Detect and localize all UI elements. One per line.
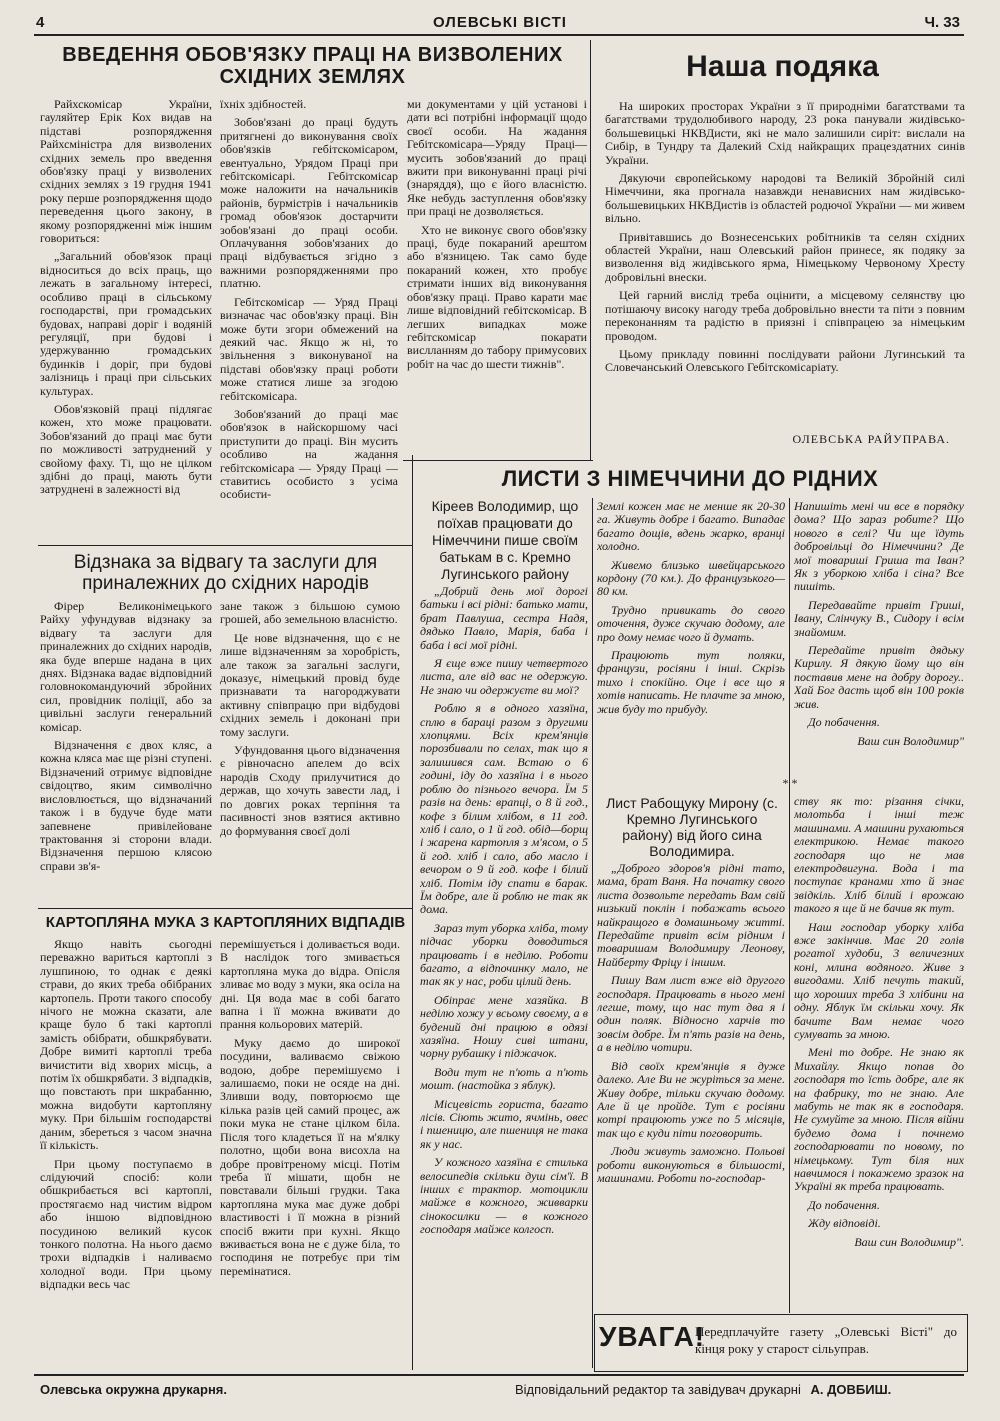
paragraph: Гебітскомісар — Уряд Праці визначає час обов'язку праці. Він може бути згори обмежений на деякий час. Якщо ж ні, то звільнення з виконуваної на підставі обов'язку праці роботи може статися лише за згодою гебітскомісара. [220,294,398,403]
paragraph: Ваш син Володимир". [854,1234,964,1249]
labor-col-1 [40,98,212,543]
labor-title-line1: ВВЕДЕННЯ ОБОВ'ЯЗКУ ПРАЦІ НА ВИЗВОЛЕНИХ [62,44,563,66]
labor-title-line2: СХІДНИХ ЗЕМЛЯХ [219,66,406,88]
award-title-line1: Відзнака за відвагу та заслуги для [73,552,378,573]
paragraph: Муку даємо до широкої посудини, валиваємо свіжою водою, добре перемішуємо і залишаємо, поки не осяде на дні. Зливши воду, повторюємо ще кілька разів цей самий процес, аж поки мука не стане цілком біла. Після того кладеться її на м'ялку полотно, щоби вона висохла на добре провітреному місці. Потім треба її мішати, щобн не повставали більші грудки. Така картопляна мука має дуже добрі властивості і її можна в різний спосіб вжити при кухні. Якщо вживається вона не є дуже біла, то господиня не потребує при тім перемінатися. [220,1035,400,1278]
paragraph: Мені то добре. Не знаю як Михайлу. Якщо попав до господаря то їсть добре, але як на фабрику, то не знаю. Але мабуть не так як в господаря. Не сумуйте за мною. Після війни будемо дома і почнемо господарювати по новому, по німецькому. Тут біля них навчимося і покажемо зразок на Україні як треба працювать. [794,1045,964,1194]
notice-title: УВАГА! [599,1321,706,1352]
paragraph: Води тут не п'ють а п'ють мошт. (настойка з яблук). [420,1064,588,1093]
paragraph: Зобов'язаний до праці має обов'язок в найскоршому часі приступити до праці. Він мусить особливо на жадання гебітскомісара — Уряду Праці — ставитись особисто з усіма особисти- [220,406,398,502]
paragraph: Люди живуть заможно. Польові роботи виконуються в більшості, машинами. Роботи по-господар- [597,1144,785,1185]
flour-col-2 [220,938,400,1368]
letters-article-title: ЛИСТИ З НІМЕЧЧИНИ ДО РІДНИХ [501,466,879,491]
letter2-col-3 [794,795,964,1310]
letter1-col-1 [420,585,588,1365]
paragraph: У кожного хазяїна є стилька велосипедів скільки душ сім'ї. В інших є трактор. мотоцикли майже в кожного, живварки сінокосилки — в кожного господаря майже колгосп. [420,1155,588,1237]
editor-name: А. ДОВБИШ. [810,1382,892,1397]
paragraph: Якщо навіть сьогодні переважно вариться картоплі з лушпиною, то однак є деякі страви, до яких треба обібраних картопель. Проти такого способу нічого не можна сказати, але краще було б такі картоплі замість обібрати, обшкрябувати. Добре вимиті картоплі треба вичистити від хворих місць, а потім їх обшкрябати. З відпадків, що повстають при шкрабанню, можна видобути картопляну муку. При більшім господарстві даним, збереться з часом значна її кількість. [40,938,212,1153]
paragraph: Працюють тут поляки, французи, росіяни і інші. Скрізь тихо і спокійно. Оце і все що я хотів написать. Не плачте за мною, жив буду то прибуду. [597,648,785,716]
column-divider [592,498,593,1368]
flour-col-1 [40,938,212,1368]
thanks-article-title: Наша подяка [686,50,879,83]
letters-separator: * * [782,776,798,790]
paragraph: Обов'язковій праці підлягає кожен, хто може працювати. Зобов'язаний до праці має бути по можливості затруднений у свойому фаху. Ті, що не цілком здібні до праці, мають бути затруднені в залежності від [40,401,212,497]
labor-col-3 [407,98,587,458]
paragraph: Місцевість гориста, багато лісів. Сіють жито, ячмінь, овес і пшеницю, але пшениця не така як у нас. [420,1096,588,1151]
issue-number: Ч. 33 [924,14,960,31]
award-article-title [38,552,413,594]
letter2-col-2 [597,862,785,1310]
paragraph: Передайте привіт дядьку Кирилу. Я дякую йому що він поставив мене на добру дорогу.. Хай Бог дасть щоб він 100 років жив. [794,643,964,711]
paragraph: Наш господар уборку хліба вже закінчив. Має 20 голів рогатої худоби, 3 величезних коні, млина водяного. Живе з вигодами. Хліб печуть такий, що хороших треба 3 хлібини на одну. Яблук їм скільки хочу. Як бачите Вам немає чого сумувать за мною. [794,919,964,1041]
award-title-line2: приналежних до східних народів [82,573,369,594]
paragraph: Дякуючи європейському народові та Великій Збройній силі Німеччини, яка прогнала назавжди ненависних нам жидівсько-большевицьких НКВДистів із областей родючої України — ми живем вільно. [605,171,965,226]
rule [38,545,413,546]
rule [403,460,593,461]
header-rule [34,34,964,36]
column-divider [412,455,413,1370]
labor-article-title [40,44,585,88]
column-divider [590,40,591,460]
paragraph: Фірер Великонімецького Райху уфундував відзнаку за відвагу та заслуги для приналежних до східних народів, яка буде вперше надана в цих днях. Відзнака вадає відповідний головнокомандуючий збройних сил, провідник поліції, або за цивільні заслуги генеральний комісар. [40,600,212,734]
thanks-article-body [605,100,965,420]
paragraph: Зобов'язані до праці будуть притягнені до виконування своїх обов'язків гебітскомісаром, евентуально, Урядом Праці при гебітскомісарі. Гебітскомісар може наложити на начальників районів, бурмістрів і начальників громад обов'язок достарчити зобов'язані до праці особи. Оплачування зобов'язаних до праці відбувається згідно з важними розпорядженнями про платню. [220,115,398,291]
paragraph: Трудно привикать до свого оточення, дуже скучаю додому, але про дому немає чого й думать. [597,602,785,644]
paragraph: Це нове відзначення, що є не лише відзначенням за хоробрість, але також за загальні заслуги, доказує, німецький провід буде признавати та нагороджувати активну співпрацю при відбудові східних земель і доконані при тому заслуги. [220,630,400,739]
newspaper-name: ОЛЕВСЬКІ ВІСТІ [433,14,567,31]
letter1-col-3 [794,500,964,775]
paragraph: їхніх здібностей. [220,98,307,111]
paragraph: перемішується і доливається води. В наслідок того змивається картопляна мука до відра. Опісля зливає мо воду з муки, яка осіла на дні. Ця вода має в собі багато вапна і її можна вживати до прання кольорових матерій. [220,938,400,1032]
paragraph: При цьому поступаємо в слідуючий спосіб: коли обшкрибається всі картоплі, простягаємо над чистим відром або іншою відповідною посудиною великий кусок тонкого полотна. На нього даємо трохи відпадків і наливаємо холодної води. При цьому відпадки весь час [40,1156,212,1292]
paragraph: Пишу Вам лист вже від другого господаря. Працювать в нього мені легше, тому, що нас тут два я і один поляк. Відносно харчів то зовсім добре. Їм п'ять разів на день, а в неділю чотири. [597,973,785,1055]
paragraph: зане також з більшою сумою грошей, або земельною власністю. [220,600,400,627]
paragraph: Роблю я в одного хазяїна, сплю в бараці разом з другими хлопцями. Всіх крем'янців порозбивали по селах, так що я залишився сам. Встаю о 6 годині, іду до хазяїна і в нього роблю до пізнього вечора. Їм 5 разів на день: врапці, о 8 й год., кофе з білим хлібом, в 11 год. хліб і сало, о 1 й год. обід—борщ і жарена картопля з м'ясом, о 5 й год. хліб і сало, або масло і вечором о 9 й год. кофе і білий хліб. Потім іду спати в барак. Їм добре, але й роблю не так як дома. [420,701,588,917]
paragraph: Напишіть мені чи все в порядку дома? Що зараз робите? Що нового в селі? Чи ще їдуть добровільці до Німеччини? Де мої товариші Гриша та Іван? Як з уборкою хліба і сіна? Все пишіть. [794,500,964,594]
paragraph: Від своїх крем'янців я дуже далеко. Але Ви не журіться за мене. Живу добре, тільки скучаю додому. Але й це пройде. Тут є росіяни котрі працюють уже по 5 місяців, так що є куди піти поговорить. [597,1058,785,1140]
paragraph: На широких просторах України з її природніми багатствами та багатствами трудолюбивого народу, 23 рока панували жидівсько-большевицькі НКВДисти, які не мало залишили сиріт: вислали на Сибір, в Тундру та Далекий Схід найкращих працездатних синів України. [605,100,965,167]
award-col-2 [220,600,400,905]
paragraph: До побачення. [808,715,880,730]
paragraph: Зараз тут уборка хліба, тому підчас уборки доводиться працювать і в неділю. Роботи багато, а відпочинку мало, не так як у нас, роби цілий день. [420,920,588,989]
letters-intro-1: Кіреев Володимир, що поїхав працювати до Німеччини пише своїм батькам в с. Кремно Лугинського району [431,498,579,582]
labor-col-2 [220,98,398,543]
column-divider [789,498,790,1313]
thanks-signature: ОЛЕВСЬКА РАЙУПРАВА. [792,432,950,446]
paragraph: „Добрий день мої дорогі батьки і всі рідні: батько мати, брат Павлуша, сестра Надя, дядько Павло, Марія, баба і баба і всі мої рідні. [420,585,588,652]
editor-credit [515,1382,891,1397]
paragraph: Живемо близько швейцарського кордону (70 км.). До французького—80 км. [597,557,785,599]
paragraph: Ваш син Володимир" [857,733,964,748]
subscription-notice [594,1314,968,1372]
paragraph: Обіпрає мене хазяйка. В неділю хожу у всьому своєму, а в будений дні працюю в одязі хазяїна. Ношу сиві штани, чорну рубашку і піджачок. [420,992,588,1061]
paragraph: Відзначення є двох кляс, а кожна кляса має ще різні ступені. Відзначений отримує відповідне свідоцтво, яким символічно висловлюється, що відзначаний також і в будуче буде мати запевнене привілейоване трактовання зі сторони влади. Відзначення першою клясою справи зв'я- [40,738,212,873]
paragraph: ству як то: різання січки, молотьба і інші теж машинами. А машини рухаються електрикою. Немає такого господаря що не мав електродвигуна. Вода і та поступає кранами хто й знає звідкіль. Хліб білий і врожаю такого я ще й не бачив як тут. [794,795,964,916]
paragraph: „Загальний обов'язок праці відноситься до всіх праць, що лежать в загальному інтересі, особливо праці в сільському господарстві, при громадських будовах, направі доріг і водяній регуляції, при будові і удержуванню громадських будинків і доріг, при будові залізниць і праці при сільських культурах. [40,249,212,398]
paragraph: Привітавшись до Вознесенських робітників та селян східних областей України, наш Олевський район принесе, як подяку за визволення від жидівського ярма, Німецькому Червоному Хресту добровільні внески. [605,229,965,284]
footer-rule [34,1374,964,1376]
paragraph: „Доброго здоров'я рідні тато, мама, брат Ваня. На початку свого листа дозвольте передать Вам свій низький поклін і побажать всього найкращого в домашньому житті. Передайте привіт всім рідним і товаришам Володимиру Леонову, Найберту Фріцу і іншим. [597,862,785,969]
rule [38,908,413,909]
paragraph: Хто не виконує свого обов'язку праці, буде покараний арештом або в'язницею. Так само буде покараний кожен, хто пробує стримати інших від виконування обов'язку праці. Право карати має лише відповідний гебітскомісар. В легших випадках може гебітскомісар покарати вислланням до табору примусових робіт на час до шести тижнів". [407,222,587,371]
paragraph: Цьому прикладу повинні послідувати райони Лугинський та Словечанський Олевського Гебітскомісаріату. [605,346,965,375]
paragraph: Я єще вже пишу четвертого листа, але від вас не одержую. Не знаю чи одержуєте ви мої? [420,656,588,697]
paragraph: До побачення. [808,1197,880,1212]
letter1-col-2 [597,500,785,775]
paragraph: Передавайте привіт Гриші, Івану, Слінчуку В., Сидору і всім знайомим. [794,597,964,639]
paragraph: Землі кожен має не менше як 20-30 га. Живуть добре і багато. Випадає багато дощів, вдень жарко, вранці холодно. [597,500,785,554]
paragraph: ми документами у цій установі і дати всі потрібні інформації щодо своєї особи. На жадання Гебітскомісара—Уряду Праці—мусить зобов'язаний до праці вжити при виконуванні праці річі (знаряддя), що є його власністю. Яке небудь заступлення обов'язку при праці не дозволяється. [407,98,587,219]
paragraph: Жду відповіді. [808,1216,881,1231]
paragraph: Цей гарний вислід треба оцінити, а місцевому селянству цю потішаючу високу нагоду треба добровільно внести та піти з повним переконанням та радістю в приязні і співпрацею за німецьким проводом. [605,288,965,343]
notice-text: Передплачуйте газету „Олевські Вісті" до кінця року у старост сільуправ. [695,1324,957,1356]
award-col-1 [40,600,212,905]
editor-label: Відповідальний редактор та завідувач друкарні [515,1382,801,1397]
paragraph: Уфундовання цього відзначення є рівночасно апелем до всіх народів Сходу прилучитися до держав, що хочуть завести лад, і по довгих роках терпіння та пасивності знов взятися активно до формування своєї долі [220,743,400,838]
page-number: 4 [36,14,45,31]
flour-article-title: КАРТОПЛЯНА МУКА З КАРТОПЛЯНИХ ВІДПАДІВ [45,914,406,931]
printer-credit: Олевська окружна друкарня. [40,1382,227,1397]
paragraph: Райхскомісар України, гауляйтер Ерік Кох видав на підставі розпорядження Райхсміністра для визволених східних земель про введення обов'язку праці у визволених східних землях з 19 грудня 1941 року перше розпорядження щодо переведення цього закону, в якому розпорядженні між іншим говориться: [40,98,212,246]
letters-intro-2: Лист Рабощуку Мирону (с. Кремно Лугинського району) від його сина Володимира. [606,795,778,859]
